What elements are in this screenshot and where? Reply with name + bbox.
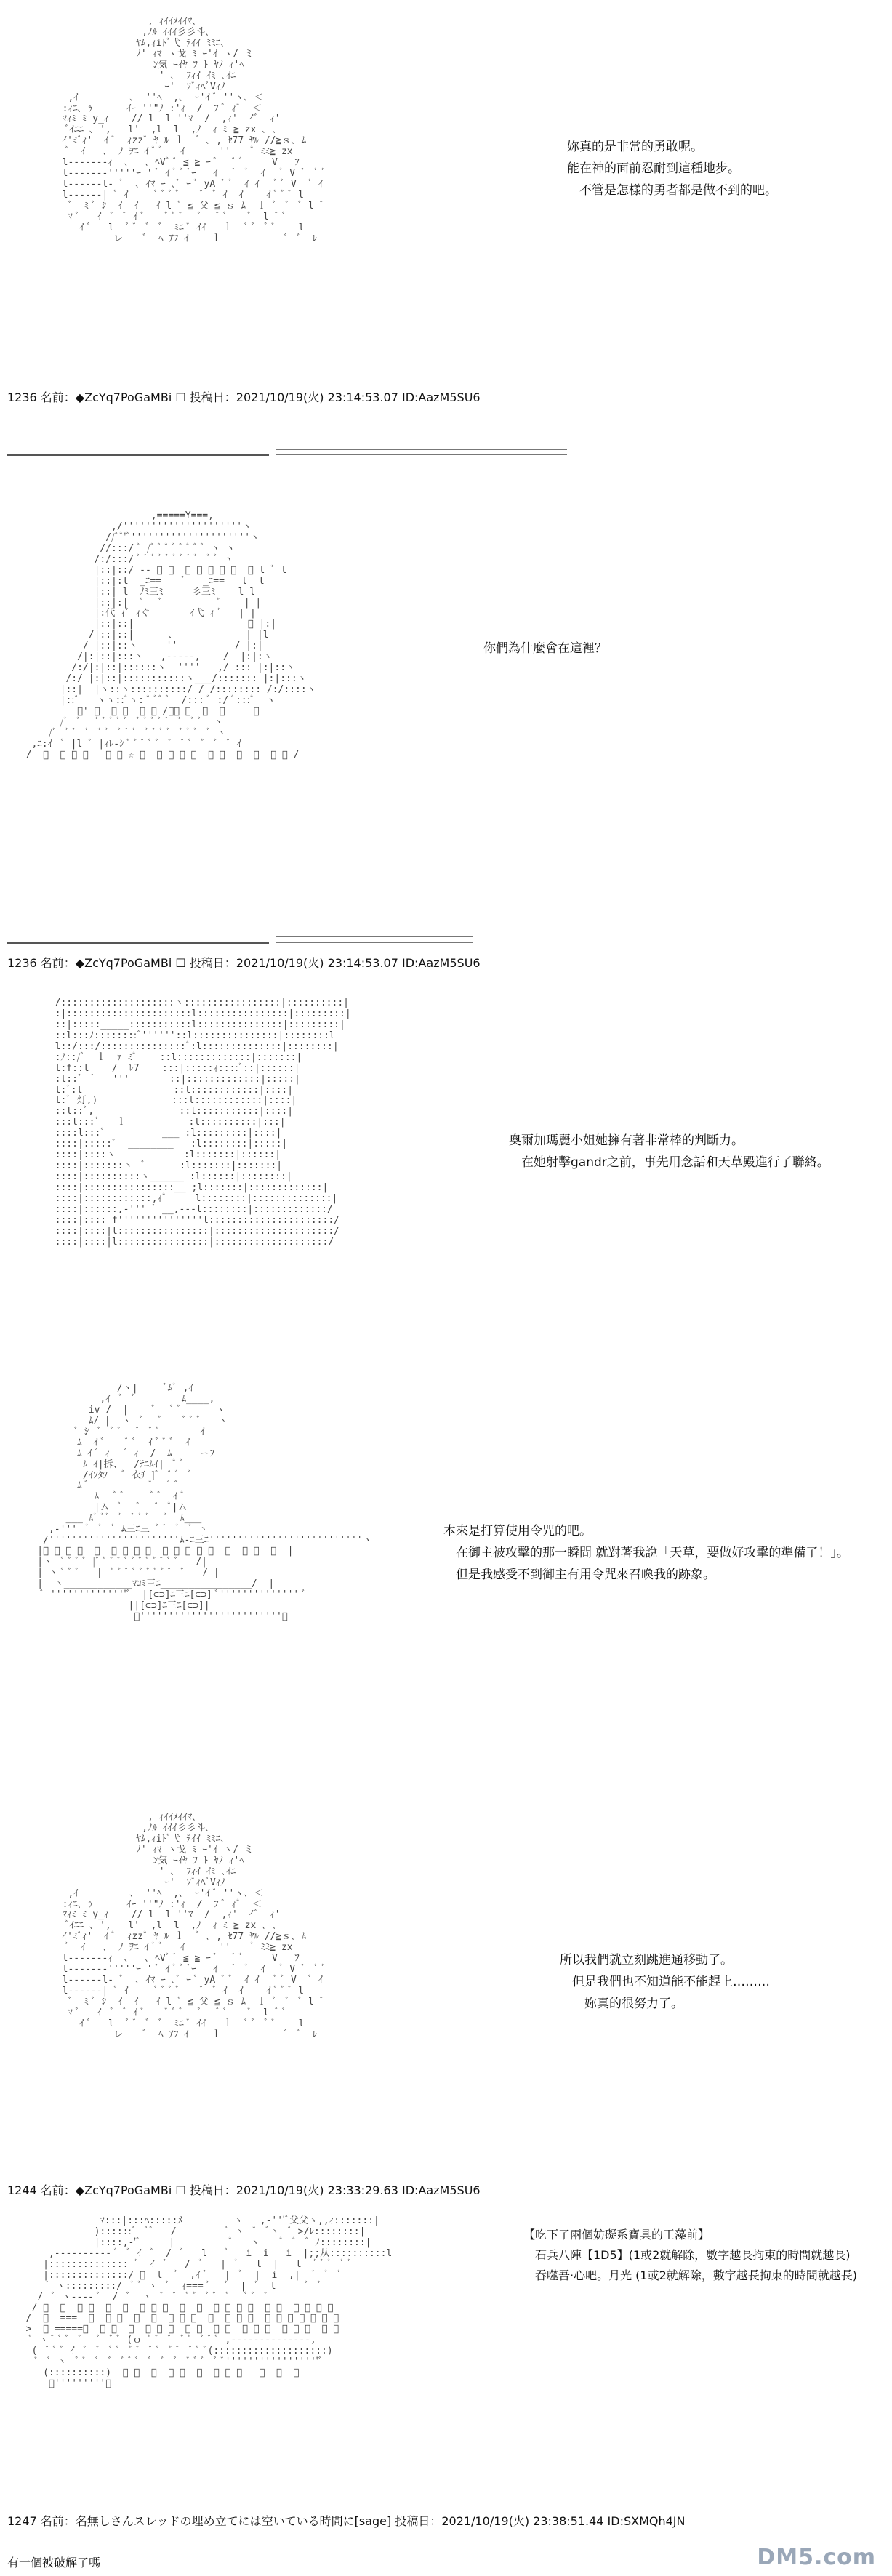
ascii-art-figure-4: /ヽ| ﾞﾑﾞ ,ｲ ,ｲ ﾞ ﾞ ﾑ____, iv / | ﾞ ﾞ ﾞ ヽ ﾑ/ | ヽ ﾞ ﾞ ﾞ ﾞ ﾞ ヽ ﾞ ｼ ﾞ ﾞ ﾞ ﾞ ﾞ ﾞ ｲ ﾑ ｲ ﾞ ﾞ ﾞ ｲ ﾞ ﾞ ﾞ ｲ ﾑ ｲ ﾞ ｨ ﾞ ｨ / ﾑ ｰｰﾌ ﾑ ｲ|拆、 /ﾃﾆﾑｲ| ﾞ ﾞ /ｲｿﾀﾂ ﾞ 衣ﾁ ]ﾞ ﾞ ﾞ ﾞ ﾑ ﾞ ﾞ ﾞ ﾞ ﾑ ﾞ ﾞ ﾞ ﾞ ｲ ﾞ |ム ﾞ ﾞ ﾞ ﾞ|ム ___ ﾑﾞ ﾞﾞ ﾞ ﾞ ﾞ ﾞ ﾞ ﾑ___ ,-''' ﾞ ﾞ ﾞ ﾑ三ﾆ三 ﾞ ﾞ ﾞ ﾞ ヽ /'''''''''''''''''''''''ﾑ-ﾆ三ﾆ'''''''''''''''''''''''''''ヽ |ﾞ ﾞ ﾞ ﾞ ﾞ ﾞ ﾞ ﾞ ﾞ ﾞ ﾞ ﾞ ﾞ ﾞ ﾞ ﾞ ﾞ ﾞ | |ヽ ﾞ ﾞ ﾞ ﾞ |ﾞ ﾞ ﾞ ﾞ ﾞ ﾞ ﾞ ﾞ ﾞ ﾞ ﾞ ﾞ /| | ヽ ﾞ ﾞ ﾞ | ﾞ ﾞ ﾞ ﾞ ﾞ ﾞ ﾞ ﾞ ﾞ ﾞ / | | ヽ____________ﾏｺﾐ三ﾆ________________/ | ﾞ ''''''''''''''ﾞ |[⊂⊃]ﾆ三ﾆ[⊂⊃] ﾞ'''''''''''''' ﾞ ||[⊂⊃]ﾆ三ﾆ[⊂⊃]| ﾞ'''''''''''''''''''''''''ﾞ bbox=[37, 1383, 372, 1622]
dialog-line: 但是我們也不知道能不能趕上……… bbox=[560, 1974, 770, 1989]
ascii-art-figure-3: /::::::::::::::::::::ヽ:::::::::::::::::|::::::::::| :|::::::::::::::::::::::l::::::::::::::::|:::::::::| ::|:::::_____:::::::::::l:::::::::::::::|:::::::::| ::l:::ﾉ::::::::ﾞ''''''::l:::::::::::::::|::::::::l l::/:::/:::::::::::::::ﾞ:l::::::::::::::|::::::::| :ﾉ::/ﾞ ｌ ｧ ﾐﾞ ::l:::::::::::::|:::::::| l:f::l / ﾚ7 :::|:::::ｨ::::ﾞ::|::::::| :l::ﾞ ﾞ ''' ::|:::::::::::::|:::::| l:ﾞ:l ::l::::::::::::|::::| l:ﾞ 灯,) :::l::::::::::::|::::| ::l::ﾞ, ::l:::::::::::|::::| :::l:::ﾞ ｌ :l::::::::::|:::| ::::l:::ﾞ ___ :l:::::::::|::::| ::::|:::::ﾞ ________ :l::::::::|:::::| ::::|::::ヽ :l:::::::|::::::| ::::|:::::::ヽ ﾞ :l:::::::|:::::::| ::::|::::::::::ヽ______ :l::::::|::::::::| ::::|::::::::::::::::__ ;l:::::::|:::::::::::::| ::::|::::::::::::,ｨﾞ l::::::::|::::::::::::::| ::::|::::::,-''' ﾞ __,---l::::::::|:::::::::::::/ ::::|:::: f'''''''''''''''l::::::::::::::::::::::/ ::::|::::|l::::::::::::::::|:::::::::::::::::::::/ ::::|::::|l::::::::::::::::|::::::::::::::::::::/ bbox=[55, 998, 351, 1248]
panel-2 bbox=[0, 465, 892, 938]
dialog-line: 妳真的很努力了。 bbox=[560, 1996, 683, 2011]
separator-line bbox=[276, 449, 567, 450]
dialog-line: 所以我們就立刻跳進通移動了。 bbox=[560, 1953, 733, 1967]
dialog-2 bbox=[483, 638, 607, 660]
logo-text: DM5.com bbox=[757, 2545, 876, 2570]
dialog-5 bbox=[560, 1950, 770, 2015]
site-logo bbox=[757, 2545, 876, 2570]
separator-line bbox=[276, 936, 473, 937]
dialog-line: 在她射擊gandr之前，事先用念話和天草殿進行了聯絡。 bbox=[509, 1155, 829, 1170]
ascii-art-figure-6: ﾏ:::|:::ﾍ:::::ﾒ ヽ ,-'''ﾞ父父ヽ,,ｨ:::::::| )::::::ﾞ ﾞﾞ / ﾞ ヽ ﾞ ﾞヽ ﾞ >/ﾚ::::::::| |::::,-'ﾞ | ﾞ ヽ ﾞ ﾞ ﾞ ﾉ::::::::| ,---------- ﾞ ﾞ ｲ ﾞ / ﾞ l ﾞ i i i |;;从::::::::::l |:::::::::::::: ﾞ ｲ ﾞ / ﾞ | ﾞ l | l ﾞ ﾞ ﾞ ﾞ ﾞ |::::::::::::::/ ﾞ l ﾞ ,ｲ ﾞ | ﾞ | i ,| ﾞ ﾞ ﾞ ﾞ ヽ:::::::::/ ﾞ ﾞ ヽ ﾞ ｨ=== ﾞ ﾞ | ﾞ l ﾞ ﾞ / ﾞ ヽ---- ﾞ / ﾞ ヽ ﾞ ﾞ ﾞ ﾞ ﾞ ﾞ ﾞ ﾞ ﾞ ﾞ / ﾞ ﾞ ﾞ ﾞ ﾞ ﾞ ﾞ ﾞ ﾞ ﾞ ﾞ ﾞ ﾞ ﾞ ﾞ ﾞ ﾞ ﾞ ﾞ ﾞ ﾞ / ﾞ === ﾞ ﾞ ﾞ ﾞ ﾞ ﾞ ﾞ ﾞ ﾞ ﾞ ﾞ ﾞ ﾞ ﾞ ﾞ ﾞ ﾞ ﾞ ﾞ > ﾞ =====ﾞ ﾞ ﾞ ﾞ ﾞ ﾞ ﾞ ﾞ ﾞ ﾞ ﾞ ﾞ ﾞ ﾞ ﾞ ﾞ ﾞ ﾞ ﾞ ﾞ ヽ ﾞ ﾞ ﾞ ﾞ ﾞ ﾞ ﾞ (ｏ ﾞ ﾞ ﾞ ﾞ ﾞ ﾞ ﾞ ﾞ ,--------------, ( ﾞ ﾞ ﾞ ｲ ﾞ ﾞ ﾞ ﾞ ﾞ ﾞ ﾞ ﾞ ﾞ ﾞ ﾞ ﾞ ﾞ(::::::::::::::::::::) ﾞ ﾞ ヽ ﾞ ﾞ ﾞ ﾞ ﾞ ﾞ ﾞ ﾞ ﾞ ﾞ ﾞ ﾞ ﾞ ﾞ ﾞ'''''''''''''''''ﾞ (::::::::::) ﾞ ﾞ ﾞ ﾞ ﾞ ﾞ ﾞ ﾞ ﾞ ﾞ ﾞ ﾞ ﾞ'''''''''ﾞ bbox=[25, 2215, 393, 2390]
dialog-4 bbox=[443, 1521, 849, 1586]
dialog-line: 但是我感受不到御主有用令咒來召喚我的跡象。 bbox=[443, 1567, 715, 1582]
panel-3 bbox=[0, 974, 892, 1352]
post-header: 1236 名前：◆ZcYq7PoGaMBi ☐ 投稿日：2021/10/19(火) 23:14:53.07 ID:AazM5SU6 bbox=[7, 390, 481, 404]
dialog-line: 你們為什麼會在這裡？ bbox=[483, 641, 607, 656]
ascii-art-figure-1: , ｨｲｲﾒｲｲﾏ､ ,ﾉﾙ ｲｲｲ彡彡斗､ ﾔﾑ,ｨiﾄﾞ弋 ﾃｲｲ ﾐﾐﾆ､ ﾉ' ｨﾏ ヽ戈 ﾐ ｰ'ｲ ヽ/ ミ ﾝ気 ｰｲﾔ ﾌ ﾄ ﾔﾉ ｨ'ﾍ ' ､ ﾌｨｲ ｲﾐ ､ｲﾆ ｰ' ｿﾞｨﾍﾞVｨﾉ ,ｲ ､ ''ﾍ ,､ ｰ'ｲ ﾞ ''ヽ､ ＜ :ｨﾆ､ ｩ ｲｰ ''"ﾉ :'ｨ / ﾌ ﾞ ｨﾞ ＜ ﾏｨﾐ ﾐ y_ｨ // l l ''ﾏ / ,ｨ' ｲﾞ ｨ' ﾞｲﾆﾆ ､ ', l' ,l l ,ﾉ ｨ ﾐ ≧ zx ､ ､ ｲ'ﾐﾞｨ' ｲ ﾞ ｨzzﾞ ﾔ ﾙ ｌ ﾞ ､ , ｾ77 ﾔﾙ //≧ｓ､ ﾑ ﾞ ｲ ､ ﾉ ｦﾆ ｲ ﾞ ﾞ ｲ '' ﾞ ﾐﾐ≧ zx l-------ｨ 、 ､ ﾍVﾞ ﾞ ≦ ≧ ｰ ﾞ ﾞ ﾞ V ﾌ l-------'''''ｰ ' ﾞ ｲ ﾞ ﾞ ﾞｰ ｲ ﾞ ﾞ ｲ ﾞ V ﾞ ﾞ ﾞ l------l- ﾞ ､ ｲﾏ ｰ ､ﾞ ｰ ﾞ yA ﾞ ﾞ ｲ ｲ ﾞ ﾞ V ﾞ ｲ l------| ﾞ ｲ ﾞ ﾞ ﾞ ﾞ ﾞ ﾞ ｲ ｲ ｲ ﾞ ﾞ ﾞ l ﾞ ﾐ ﾞ ｼ ｲ ｲ ｲ l ﾞ ≦ 父 ≦ ｓ ﾑ ｌ ﾞ ﾞ ﾞ l ﾞ ﾏ ﾞ ｲ ﾞ ﾞ ｲ ﾞ ﾞ ﾞ ﾞ ﾞ ﾞ ﾞ ﾞ l ﾞ ﾞ ｲ ﾞ l ﾞ ﾞ ﾞ ﾞ ﾐﾆ ﾞ ｲｲ ｌ ﾞ ﾞ ﾞ ﾞ l レ ﾞ ﾍ ｱﾌ ｲ ｌ ﾞ ﾞ ﾚ bbox=[62, 16, 326, 244]
dialog-line: 不管是怎樣的勇者都是做不到的吧。 bbox=[567, 182, 777, 198]
dialog-1 bbox=[567, 137, 777, 201]
post-body: 有一個被破解了嗎 bbox=[7, 2556, 101, 2569]
dialog-3 bbox=[509, 1131, 829, 1174]
post-header: 1236 名前：◆ZcYq7PoGaMBi ☐ 投稿日：2021/10/19(火) 23:14:53.07 ID:AazM5SU6 bbox=[7, 956, 481, 970]
dialog-line: 奧爾加瑪麗小姐她擁有著非常棒的判斷力。 bbox=[509, 1133, 744, 1148]
dialog-line: 能在神的面前忍耐到這種地步。 bbox=[567, 161, 740, 176]
dialog-line: 本來是打算使用令咒的吧。 bbox=[443, 1524, 592, 1538]
dialog-line: 石兵八陣【1D5】(1或2就解除，數字越長拘束的時間就越長) bbox=[523, 2248, 851, 2262]
dialog-6 bbox=[523, 2225, 857, 2286]
panel-5 bbox=[0, 1796, 892, 2203]
ascii-art-figure-2: ,=====Y===, ,/'''''''''''''''''''''ヽ //ﾞﾞ'ﾞ'''''''''''''''''''''ヽ //:::/ ﾞ /ﾞ ﾞ ﾞ ﾞ ﾞ ﾞ ﾞ ﾞ ヽ ヽ /:/:::/ ﾞ ﾞ ﾞ ﾞ ﾞ ﾞ ﾞ ﾞ ﾞ ﾞ ﾞ ヽ |::|::/ -- ﾞ ﾞ ﾞ ﾞ ﾞ ﾞ ﾞ ﾞ l ﾞ l |::|:l _ﾆ== ﾞ _ﾆ== l l |::| l ﾉﾐ三ﾐ 彡三ﾐ l l |::|:| ﾞ ﾞ ﾞ | | |:代 ｨﾞ ｨぐ ｲ弋 ｨ ﾞ | | |::|::| ﾞ |:| /|::|::| 、 | |l / |::|::ヽ '' / |:| /|:|::|:::ヽ ,-----, / |:|:ヽ /:/|:|::|::::::ヽ '''' ,/ ::: |:|::ヽ /:/ |:|::|:::::::::::ヽ___/::::::: |:|:::ヽ |::| |ヽ::ヽ::::::::::/ / /:::::::: /:/::::ヽ |::ﾞ ヽヽ::ﾞヽ: ﾞ ﾞﾞ ﾞ /::: ﾞ :/ ﾞ:::ﾞ ヽ ﾞ' ﾞ ﾞ ﾞ ﾞ ﾞ /ﾞﾞ ﾞ ﾞ ﾞ ﾞ /ﾞ ﾞ ﾞ ﾞ ﾞ ﾞ ﾞ ﾞ ﾞ ﾞ ﾞ ﾞ ﾞ ﾞ ﾞ ヽ /ﾞ ﾞ ﾞ ﾞ ﾞ ﾞ ﾞ ﾞ ﾞ ﾞ ﾞ ﾞ ﾞ ﾞ ﾞ ﾞ ﾞ ヽ ,ﾆ:ｲ ﾞ |l ﾞ |ｨﾚ-ｼ ﾞ ﾞ ﾞ ﾞ ﾞ ﾞ ﾞ ﾞ ﾞ ﾞ ﾞ ｲ / ﾞ ﾞ ﾞ ﾞ ﾞ ﾞ ☆ ﾞ ﾞ ﾞ ﾞ ﾞ ﾞ ﾞ ﾞ ﾞ ﾞ ﾞ / bbox=[25, 510, 316, 761]
separator-line bbox=[7, 942, 269, 944]
post-header: 1244 名前：◆ZcYq7PoGaMBi ☐ 投稿日：2021/10/19(火) 23:33:29.63 ID:AazM5SU6 bbox=[7, 2183, 481, 2197]
ascii-art-figure-5: , ｨｲｲﾒｲｲﾏ､ ,ﾉﾙ ｲｲｲ彡彡斗､ ﾔﾑ,ｨiﾄﾞ弋 ﾃｲｲ ﾐﾐﾆ､ ﾉ' ｨﾏ ヽ戈 ﾐ ｰ'ｲ ヽ/ ミ ﾝ気 ｰｲﾔ ﾌ ﾄ ﾔﾉ ｨ'ﾍ ' ､ ﾌｨｲ ｲﾐ ､ｲﾆ ｰ' ｿﾞｨﾍﾞVｨﾉ ,ｲ ､ ''ﾍ ,､ ｰ'ｲ ﾞ ''ヽ､ ＜ :ｨﾆ､ ｩ ｲｰ ''"ﾉ :'ｨ / ﾌ ﾞ ｨﾞ ＜ ﾏｨﾐ ﾐ y_ｨ // l l ''ﾏ / ,ｨ' ｲﾞ ｨ' ﾞｲﾆﾆ ､ ', l' ,l l ,ﾉ ｨ ﾐ ≧ zx ､ ､ ｲ'ﾐﾞｨ' ｲ ﾞ ｨzzﾞ ﾔ ﾙ ｌ ﾞ ､ , ｾ77 ﾔﾙ //≧ｓ､ ﾑ ﾞ ｲ ､ ﾉ ｦﾆ ｲ ﾞ ﾞ ｲ '' ﾞ ﾐﾐ≧ zx l-------ｨ 、 ､ ﾍVﾞ ﾞ ≦ ≧ ｰ ﾞ ﾞ ﾞ V ﾌ l-------'''''ｰ ' ﾞ ｲ ﾞ ﾞ ﾞｰ ｲ ﾞ ﾞ ｲ ﾞ V ﾞ ﾞ ﾞ l------l- ﾞ ､ ｲﾏ ｰ ､ﾞ ｰ ﾞ yA ﾞ ﾞ ｲ ｲ ﾞ ﾞ V ﾞ ｲ l------| ﾞ ｲ ﾞ ﾞ ﾞ ﾞ ﾞ ﾞ ｲ ｲ ｲ ﾞ ﾞ ﾞ l ﾞ ﾐ ﾞ ｼ ｲ ｲ ｲ l ﾞ ≦ 父 ≦ ｓ ﾑ ｌ ﾞ ﾞ ﾞ l ﾞ ﾏ ﾞ ｲ ﾞ ﾞ ｲ ﾞ ﾞ ﾞ ﾞ ﾞ ﾞ ﾞ ﾞ l ﾞ ﾞ ｲ ﾞ l ﾞ ﾞ ﾞ ﾞ ﾐﾆ ﾞ ｲｲ ｌ ﾞ ﾞ ﾞ ﾞ l レ ﾞ ﾍ ｱﾌ ｲ ｌ ﾞ ﾞ ﾚ bbox=[62, 1812, 326, 2040]
dialog-line: 【吃下了兩個妨礙系寶具的王藻前】 bbox=[523, 2228, 710, 2242]
panel-6 bbox=[0, 2199, 892, 2534]
separator-line bbox=[7, 454, 269, 456]
dialog-line: 吞噬吾·心吧。月光 (1或2就解除，數字越長拘束的時間就越長) bbox=[523, 2268, 858, 2282]
panel-1 bbox=[0, 0, 892, 407]
post-header: 1247 名前：名無しさんスレッドの埋め立てには空いている時間に[sage] 投稿日：2021/10/19(火) 23:38:51.44 ID:SXMQh4JN bbox=[7, 2514, 686, 2528]
panel-4 bbox=[0, 1367, 892, 1774]
dialog-line: 妳真的是非常的勇敢呢。 bbox=[567, 140, 703, 154]
separator-line bbox=[276, 942, 473, 943]
dialog-line: 在御主被攻擊的那一瞬間 就對著我說「天草，要做好攻擊的準備了！」。 bbox=[443, 1545, 849, 1560]
separator-line bbox=[276, 454, 567, 455]
